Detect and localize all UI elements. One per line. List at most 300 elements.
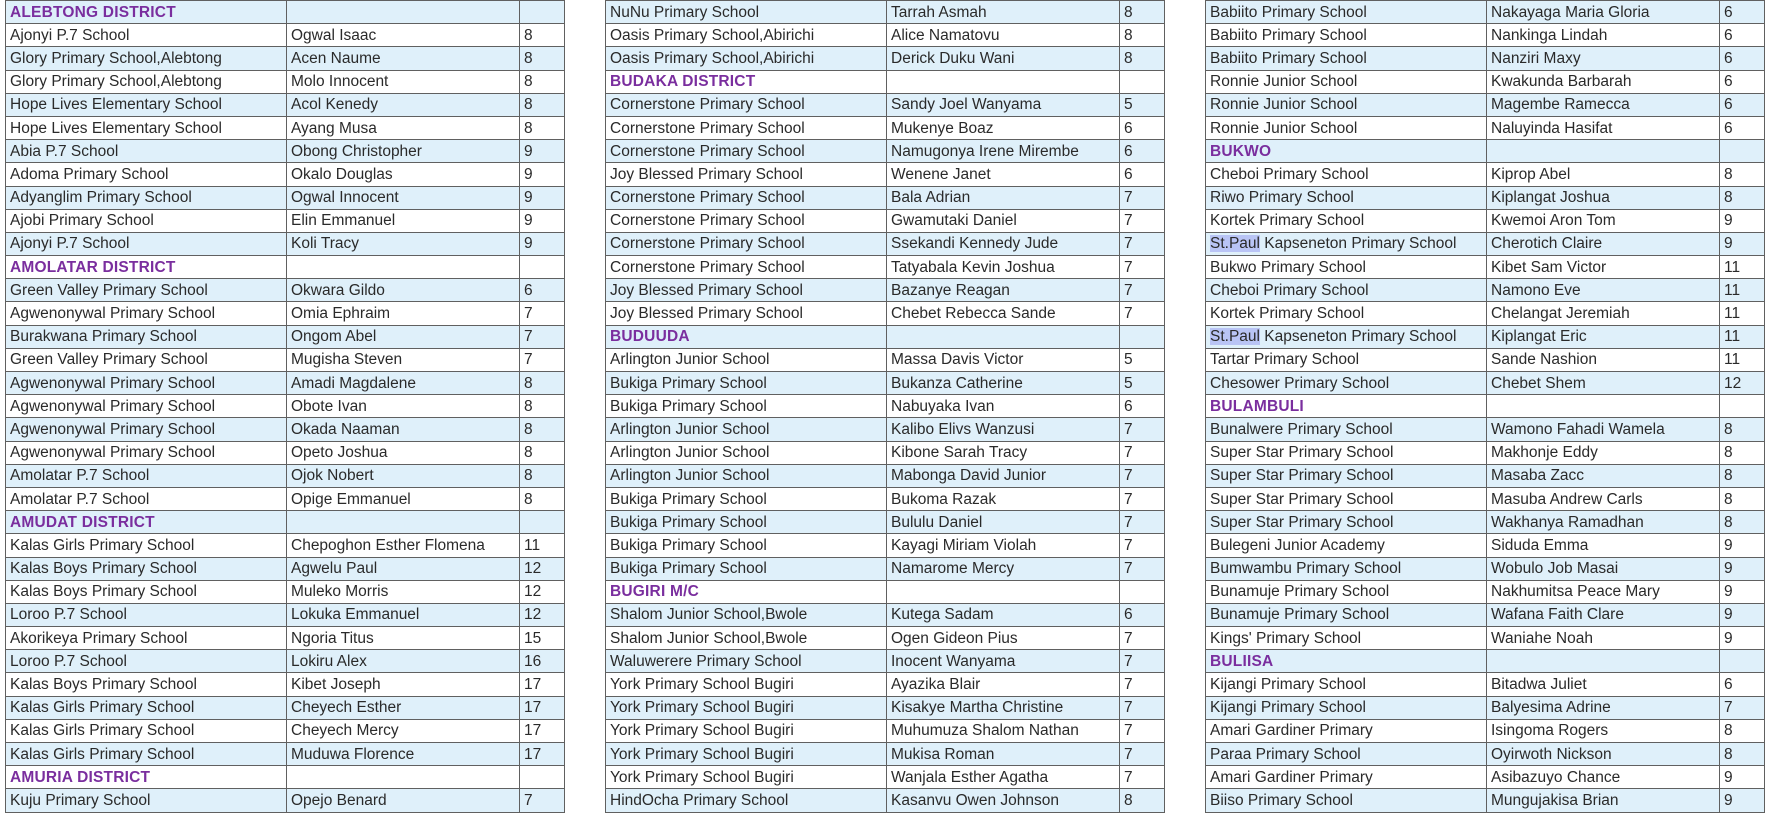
school-cell: Oasis Primary School,Abirichi (606, 24, 887, 47)
grade-cell (520, 766, 565, 789)
school-cell: York Primary School Bugiri (606, 719, 887, 742)
school-cell: Cornerstone Primary School (606, 232, 887, 255)
table-row (6, 209, 565, 232)
school-cell: Ajobi Primary School (6, 209, 287, 232)
grade-cell: 7 (520, 789, 565, 812)
student-name-cell: Okada Naaman (287, 418, 520, 441)
student-name-cell: Masuba Andrew Carls (1487, 487, 1720, 510)
school-cell: Bunamuje Primary School (1206, 603, 1487, 626)
student-name-cell: Opejo Benard (287, 789, 520, 812)
table-row (1206, 372, 1765, 395)
table-row (606, 766, 1165, 789)
district-name: BULAMBULI (1206, 395, 1487, 418)
student-name-cell: Nakayaga Maria Gloria (1487, 1, 1720, 24)
grade-cell (520, 256, 565, 279)
student-name-cell: Kwakunda Barbarah (1487, 70, 1720, 93)
table-row (1206, 24, 1765, 47)
student-name-cell: Bululu Daniel (887, 511, 1120, 534)
grade-cell: 17 (520, 719, 565, 742)
school-cell: Arlington Junior School (606, 441, 887, 464)
student-name-cell: Nankinga Lindah (1487, 24, 1720, 47)
school-cell: Bukiga Primary School (606, 372, 887, 395)
grade-cell: 7 (1120, 464, 1165, 487)
student-name-cell: Chepoghon Esther Flomena (287, 534, 520, 557)
student-name-cell: Okalo Douglas (287, 163, 520, 186)
student-name-cell: Ogwal Innocent (287, 186, 520, 209)
table-row (1206, 534, 1765, 557)
grade-cell (520, 511, 565, 534)
student-name-cell: Muleko Morris (287, 580, 520, 603)
student-name-cell (887, 580, 1120, 603)
school-cell: Waluwerere Primary School (606, 650, 887, 673)
student-name-cell: Kayagi Miriam Violah (887, 534, 1120, 557)
table-row (6, 24, 565, 47)
grade-cell: 9 (1720, 209, 1765, 232)
grade-cell: 6 (1720, 93, 1765, 116)
grade-cell: 9 (1720, 603, 1765, 626)
school-cell: Bukiga Primary School (606, 534, 887, 557)
student-name-cell (887, 70, 1120, 93)
grade-cell: 9 (1720, 557, 1765, 580)
table-row (606, 696, 1165, 719)
school-cell: Cornerstone Primary School (606, 93, 887, 116)
grade-cell: 8 (1720, 487, 1765, 510)
student-name-cell: Derick Duku Wani (887, 47, 1120, 70)
student-name-cell: Muduwa Florence (287, 743, 520, 766)
school-cell: Tartar Primary School (1206, 348, 1487, 371)
table-row (1206, 487, 1765, 510)
table-row (606, 24, 1165, 47)
student-name-cell: Kalibo Elivs Wanzusi (887, 418, 1120, 441)
student-name-cell: Nakhumitsa Peace Mary (1487, 580, 1720, 603)
school-cell: Bukwo Primary School (1206, 256, 1487, 279)
grade-cell: 17 (520, 696, 565, 719)
school-cell: Bukiga Primary School (606, 511, 887, 534)
grade-cell: 11 (1720, 279, 1765, 302)
student-name-cell: Kutega Sadam (887, 603, 1120, 626)
student-name-cell: Kibet Sam Victor (1487, 256, 1720, 279)
student-name-cell: Opeto Joshua (287, 441, 520, 464)
grade-cell: 6 (520, 279, 565, 302)
district-name: BUDUUDA (606, 325, 887, 348)
grade-cell (1720, 395, 1765, 418)
grade-cell (520, 1, 565, 24)
table-row (606, 395, 1165, 418)
table-row (6, 116, 565, 139)
student-name-cell: Wakhanya Ramadhan (1487, 511, 1720, 534)
student-name-cell (1487, 395, 1720, 418)
student-name-cell: Mabonga David Junior (887, 464, 1120, 487)
grade-cell: 8 (1720, 719, 1765, 742)
grade-cell: 9 (520, 186, 565, 209)
grade-cell: 8 (520, 395, 565, 418)
grade-cell (1720, 140, 1765, 163)
school-cell: Loroo P.7 School (6, 603, 287, 626)
district-name: BUDAKA DISTRICT (606, 70, 887, 93)
table-row (606, 789, 1165, 812)
table-row (606, 603, 1165, 626)
table-row (1206, 441, 1765, 464)
student-name-cell: Siduda Emma (1487, 534, 1720, 557)
school-cell: Ronnie Junior School (1206, 116, 1487, 139)
student-name-cell: Naluyinda Hasifat (1487, 116, 1720, 139)
table-row (6, 93, 565, 116)
table-row (6, 464, 565, 487)
student-name-cell: Magembe Ramecca (1487, 93, 1720, 116)
grade-cell: 7 (520, 348, 565, 371)
student-name-cell: Obote Ivan (287, 395, 520, 418)
table-row (6, 487, 565, 510)
student-name-cell: Omia Ephraim (287, 302, 520, 325)
student-name-cell: Acen Naume (287, 47, 520, 70)
table-row (606, 719, 1165, 742)
table-row (1206, 673, 1765, 696)
student-name-cell: Wenene Janet (887, 163, 1120, 186)
district-header-row (6, 256, 565, 279)
student-name-cell: Amadi Magdalene (287, 372, 520, 395)
school-cell: Chesower Primary School (1206, 372, 1487, 395)
table-row (606, 232, 1165, 255)
grade-cell: 8 (520, 70, 565, 93)
grade-cell: 7 (1120, 719, 1165, 742)
table-row (6, 163, 565, 186)
student-name-cell (1487, 650, 1720, 673)
school-cell: Ronnie Junior School (1206, 93, 1487, 116)
school-cell (1206, 325, 1487, 348)
student-name-cell: Bukanza Catherine (887, 372, 1120, 395)
student-name-cell: Massa Davis Victor (887, 348, 1120, 371)
school-cell: Amari Gardiner Primary (1206, 719, 1487, 742)
table-row (1206, 580, 1765, 603)
grade-cell: 6 (1120, 395, 1165, 418)
table-row (606, 673, 1165, 696)
table-row (606, 209, 1165, 232)
grade-cell: 9 (520, 140, 565, 163)
grade-cell: 5 (1120, 372, 1165, 395)
school-cell: Agwenonywal Primary School (6, 418, 287, 441)
student-name-cell: Sandy Joel Wanyama (887, 93, 1120, 116)
grade-cell: 7 (520, 325, 565, 348)
student-name-cell: Ayang Musa (287, 116, 520, 139)
table-row (1206, 279, 1765, 302)
table-row (6, 696, 565, 719)
student-name-cell: Elin Emmanuel (287, 209, 520, 232)
school-cell: Babiito Primary School (1206, 47, 1487, 70)
table-row (6, 650, 565, 673)
school-cell: Cheboi Primary School (1206, 279, 1487, 302)
student-name-cell: Sande Nashion (1487, 348, 1720, 371)
school-cell: Ajonyi P.7 School (6, 24, 287, 47)
table-row (6, 372, 565, 395)
table-row (606, 256, 1165, 279)
grade-cell: 12 (520, 580, 565, 603)
grade-cell: 7 (1120, 650, 1165, 673)
student-table-right (1205, 0, 1765, 813)
highlighted-text: St.Paul (1210, 235, 1260, 253)
grade-cell: 7 (1120, 441, 1165, 464)
school-cell-rest: Kapseneton Primary School (1259, 328, 1457, 346)
grade-cell: 6 (1120, 140, 1165, 163)
table-row (1206, 209, 1765, 232)
student-name-cell: Opige Emmanuel (287, 487, 520, 510)
school-cell: Bukiga Primary School (606, 487, 887, 510)
table-row (1206, 70, 1765, 93)
table-row (606, 743, 1165, 766)
student-table-left (5, 0, 565, 813)
student-name-cell: Nabuyaka Ivan (887, 395, 1120, 418)
grade-cell: 11 (1720, 302, 1765, 325)
school-cell: Bumwambu Primary School (1206, 557, 1487, 580)
grade-cell: 6 (1720, 116, 1765, 139)
school-cell: Biiso Primary School (1206, 789, 1487, 812)
student-name-cell: Chebet Shem (1487, 372, 1720, 395)
grade-cell: 8 (1720, 163, 1765, 186)
school-cell: Loroo P.7 School (6, 650, 287, 673)
student-name-cell: Kasanvu Owen Johnson (887, 789, 1120, 812)
table-row (6, 418, 565, 441)
student-name-cell: Asibazuyo Chance (1487, 766, 1720, 789)
table-row (6, 348, 565, 371)
grade-cell: 6 (1720, 673, 1765, 696)
district-header-row (1206, 395, 1765, 418)
table-row (6, 441, 565, 464)
school-cell: Cornerstone Primary School (606, 256, 887, 279)
school-cell: Babiito Primary School (1206, 1, 1487, 24)
school-cell: Agwenonywal Primary School (6, 302, 287, 325)
table-row (606, 464, 1165, 487)
grade-cell: 11 (1720, 325, 1765, 348)
school-cell: Shalom Junior School,Bwole (606, 627, 887, 650)
grade-cell: 5 (1120, 93, 1165, 116)
grade-cell: 8 (520, 487, 565, 510)
grade-cell: 8 (1120, 47, 1165, 70)
table-row (606, 93, 1165, 116)
school-cell: Oasis Primary School,Abirichi (606, 47, 887, 70)
grade-cell: 11 (1720, 348, 1765, 371)
grade-cell: 15 (520, 627, 565, 650)
school-cell: HindOcha Primary School (606, 789, 887, 812)
grade-cell: 7 (1120, 627, 1165, 650)
student-name-cell (287, 1, 520, 24)
school-cell: Kijangi Primary School (1206, 696, 1487, 719)
table-row (1206, 511, 1765, 534)
student-name-cell: Lokiru Alex (287, 650, 520, 673)
table-row (606, 372, 1165, 395)
grade-cell: 7 (520, 302, 565, 325)
grade-cell: 9 (1720, 232, 1765, 255)
table-row (6, 279, 565, 302)
table-row (6, 789, 565, 812)
school-cell: Super Star Primary School (1206, 464, 1487, 487)
table-row (606, 116, 1165, 139)
student-name-cell: Agwelu Paul (287, 557, 520, 580)
school-cell: Kings' Primary School (1206, 627, 1487, 650)
table-row (6, 70, 565, 93)
student-name-cell: Alice Namatovu (887, 24, 1120, 47)
table-row (6, 743, 565, 766)
grade-cell: 7 (1120, 534, 1165, 557)
table-row (606, 1, 1165, 24)
district-header-row (606, 580, 1165, 603)
table-row (606, 140, 1165, 163)
student-name-cell: Wanjala Esther Agatha (887, 766, 1120, 789)
student-name-cell: Waniahe Noah (1487, 627, 1720, 650)
grade-cell: 8 (1120, 789, 1165, 812)
student-name-cell: Nanziri Maxy (1487, 47, 1720, 70)
school-cell: Super Star Primary School (1206, 511, 1487, 534)
grade-cell: 9 (520, 209, 565, 232)
student-name-cell: Tatyabala Kevin Joshua (887, 256, 1120, 279)
student-name-cell: Masaba Zacc (1487, 464, 1720, 487)
table-row (6, 534, 565, 557)
school-cell: York Primary School Bugiri (606, 696, 887, 719)
grade-cell: 7 (1120, 766, 1165, 789)
grade-cell: 5 (1120, 348, 1165, 371)
grade-cell (1720, 650, 1765, 673)
school-cell: York Primary School Bugiri (606, 743, 887, 766)
school-cell: Amolatar P.7 School (6, 464, 287, 487)
student-name-cell: Ogwal Isaac (287, 24, 520, 47)
district-name: BUKWO (1206, 140, 1487, 163)
school-cell: Kijangi Primary School (1206, 673, 1487, 696)
table-row (606, 557, 1165, 580)
grade-cell: 8 (520, 93, 565, 116)
school-cell: Cornerstone Primary School (606, 209, 887, 232)
student-name-cell: Acol Kenedy (287, 93, 520, 116)
student-name-cell: Okwara Gildo (287, 279, 520, 302)
student-name-cell: Kiplangat Joshua (1487, 186, 1720, 209)
grade-cell: 7 (1120, 511, 1165, 534)
student-name-cell: Chelangat Jeremiah (1487, 302, 1720, 325)
grade-cell: 8 (520, 464, 565, 487)
school-cell: Shalom Junior School,Bwole (606, 603, 887, 626)
grade-cell: 8 (1120, 24, 1165, 47)
grade-cell: 7 (1120, 209, 1165, 232)
table-row (1206, 232, 1765, 255)
table-row (6, 395, 565, 418)
school-cell: Burakwana Primary School (6, 325, 287, 348)
student-name-cell: Kiplangat Eric (1487, 325, 1720, 348)
school-cell: Bunalwere Primary School (1206, 418, 1487, 441)
student-table-middle (605, 0, 1165, 813)
grade-cell: 7 (1120, 673, 1165, 696)
table-row (6, 186, 565, 209)
grade-cell: 8 (1720, 418, 1765, 441)
student-name-cell: Makhonje Eddy (1487, 441, 1720, 464)
student-name-cell (287, 766, 520, 789)
school-cell: Bukiga Primary School (606, 395, 887, 418)
school-cell: Kuju Primary School (6, 789, 287, 812)
district-name: ALEBTONG DISTRICT (6, 1, 287, 24)
student-name-cell: Lokuka Emmanuel (287, 603, 520, 626)
district-header-row (6, 511, 565, 534)
table-row (1206, 464, 1765, 487)
student-name-cell: Inocent Wanyama (887, 650, 1120, 673)
table-row (6, 47, 565, 70)
grade-cell: 12 (1720, 372, 1765, 395)
grade-cell: 12 (520, 557, 565, 580)
student-name-cell: Koli Tracy (287, 232, 520, 255)
school-cell: Glory Primary School,Alebtong (6, 47, 287, 70)
table-row (1206, 256, 1765, 279)
student-name-cell: Kisakye Martha Christine (887, 696, 1120, 719)
student-name-cell: Ogen Gideon Pius (887, 627, 1120, 650)
table-row (6, 627, 565, 650)
grade-cell: 7 (1120, 557, 1165, 580)
school-cell: Kalas Boys Primary School (6, 557, 287, 580)
grade-cell: 8 (520, 116, 565, 139)
grade-cell: 6 (1720, 70, 1765, 93)
grade-cell: 7 (1120, 696, 1165, 719)
grade-cell: 8 (1720, 511, 1765, 534)
table-row (606, 534, 1165, 557)
school-cell: Cornerstone Primary School (606, 116, 887, 139)
table-row (606, 650, 1165, 673)
grade-cell: 12 (520, 603, 565, 626)
table-row (1206, 557, 1765, 580)
student-name-cell: Mugisha Steven (287, 348, 520, 371)
student-name-cell: Kibet Joseph (287, 673, 520, 696)
student-name-cell: Bala Adrian (887, 186, 1120, 209)
district-header-row (6, 766, 565, 789)
grade-cell: 8 (1120, 1, 1165, 24)
student-name-cell: Bazanye Reagan (887, 279, 1120, 302)
grade-cell: 7 (1120, 743, 1165, 766)
school-cell: Amolatar P.7 School (6, 487, 287, 510)
student-name-cell: Tarrah Asmah (887, 1, 1120, 24)
grade-cell: 7 (1720, 696, 1765, 719)
school-cell: Joy Blessed Primary School (606, 163, 887, 186)
table-row (1206, 627, 1765, 650)
table-row (1206, 418, 1765, 441)
grade-cell: 8 (520, 24, 565, 47)
grade-cell: 7 (1120, 186, 1165, 209)
student-name-cell: Balyesima Adrine (1487, 696, 1720, 719)
school-cell: Joy Blessed Primary School (606, 302, 887, 325)
grade-cell (1120, 70, 1165, 93)
grade-cell: 17 (520, 743, 565, 766)
grade-cell: 9 (520, 163, 565, 186)
student-name-cell: Mungujakisa Brian (1487, 789, 1720, 812)
school-cell: Cheboi Primary School (1206, 163, 1487, 186)
grade-cell (1120, 580, 1165, 603)
school-cell: Amari Gardiner Primary (1206, 766, 1487, 789)
grade-cell: 9 (1720, 627, 1765, 650)
table-row (1206, 116, 1765, 139)
student-name-cell (287, 511, 520, 534)
table-row (606, 47, 1165, 70)
student-name-cell: Cheyech Esther (287, 696, 520, 719)
table-row (606, 441, 1165, 464)
student-name-cell: Ongom Abel (287, 325, 520, 348)
table-row (1206, 1, 1765, 24)
student-name-cell (887, 325, 1120, 348)
school-cell: Green Valley Primary School (6, 348, 287, 371)
student-name-cell (287, 256, 520, 279)
grade-cell: 6 (1120, 603, 1165, 626)
school-cell: Bulegeni Junior Academy (1206, 534, 1487, 557)
district-header-row (1206, 650, 1765, 673)
grade-cell: 11 (1720, 256, 1765, 279)
school-cell: Akorikeya Primary School (6, 627, 287, 650)
district-name: AMOLATAR DISTRICT (6, 256, 287, 279)
grade-cell: 8 (520, 441, 565, 464)
grade-cell: 8 (520, 418, 565, 441)
school-cell (1206, 232, 1487, 255)
district-name: BULIISA (1206, 650, 1487, 673)
student-name-cell: Wobulo Job Masai (1487, 557, 1720, 580)
grade-cell: 6 (1720, 24, 1765, 47)
